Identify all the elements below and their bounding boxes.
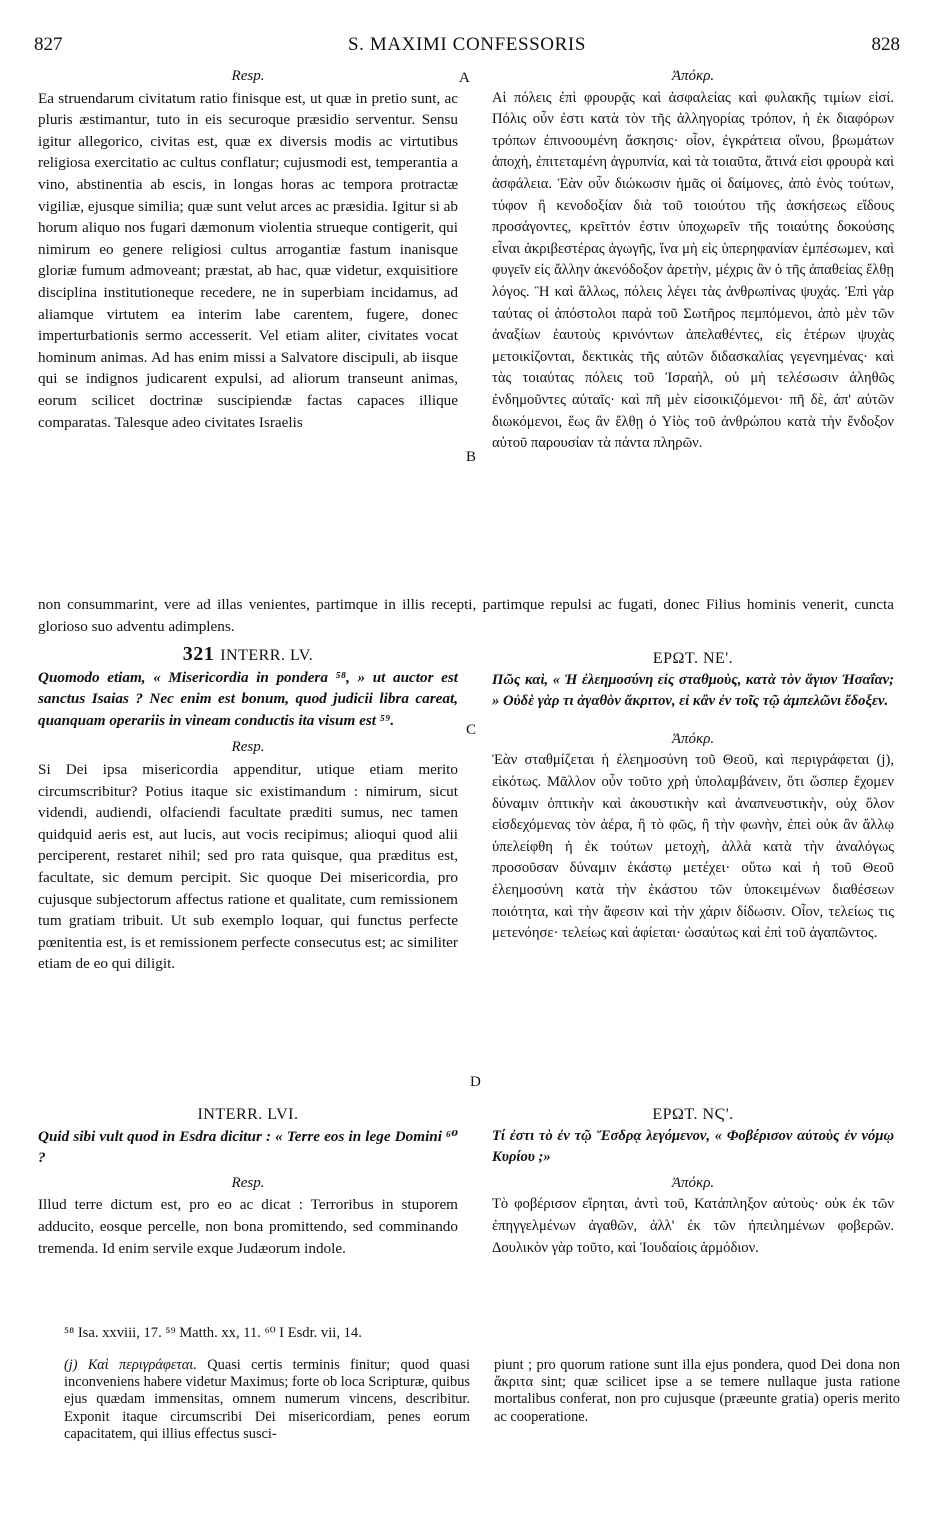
resp-label-greek-56: Ἀπόκρ. xyxy=(671,1174,715,1191)
interr-heading-55-label: INTERR. LV. xyxy=(220,647,314,664)
running-header xyxy=(34,34,900,60)
interr-heading-56: INTERR. LVI. xyxy=(197,1106,299,1123)
question-latin-55: Quomodo etiam, « Misericordia in pondera ⁵⁸, » ut auctor est sanctus Isaias ? Nec enim est bonum, quod judicii libra careat, quanquam operariis in vineam conductis ita visum est ⁵⁹. xyxy=(38,668,458,729)
greek-column-section2 xyxy=(492,648,894,945)
latin-text-section2: Si Dei ipsa misericordia appenditur, utique etiam merito circumscribitur? Potius itaque sic existimandum : nimirum, sicut videndi, audiendi, olfaciendi facultate præditi sumus, nec tamen quidquid aeris est, aut lucis, aut vocis recipimus; alioqui quod alii perciperent, restaret nihil; sed pro rata quisque, qua præditus est, facultate, sic demum percipit. Sic quoque Dei misericordia, pro cujusque subjectorum affectus ratione et qualitate, cum remissionem tum gratiam tribuit. Ut sub exemplo loquar, qui functus perfecte pœnitentia est, is et remissionem perfecte consecutus est; ac similiter etiam de eo qui diligit. xyxy=(38,760,458,973)
resp-label-latin-55: Resp. xyxy=(231,739,265,756)
margin-marker-a: A xyxy=(459,70,470,86)
running-title: S. MAXIMI CONFESSORIS xyxy=(347,34,586,55)
greek-text-section2: Ἐὰν σταθμίζεται ἡ ἐλεημοσύνη τοῦ Θεοῦ, καὶ περιγράφεται (j), εἰκότως. Μᾶλλον οὖν τοῦτο χρὴ ὑπολαμβάνειν, ὅτι ὥσπερ ἔχομεν δύναμιν ὀπτικὴν καὶ ἀκουστικὴν καὶ ἀναπνευστικὴν, οὐχ ὅλον εἰσδεχόμενας τὸν ἀέρα, ἢ τὸ φῶς, ἢ τὴν φωνὴν, ἐπεὶ οὐκ ἂν ἄλλῳ ὑπελείφθη ἡ ἐκ τούτων μετοχὴ, ἀλλὰ κατὰ τὴν ἀναλόγως προσοῦσαν δύναμιν ἑκάστῳ μετέχει· οὕτω καὶ ἡ τοῦ Θεοῦ ἐλεημοσύνη κατὰ τὴν ἑκάστου τῶν ὑποκειμένων διαθέσεων ποιότητα, καὶ τὴν ἄφεσιν καὶ τὴν χάριν δίδωσιν. Οἷον, τελείως τις μετενόησε· τελείως καὶ ἀφίεται· ὡσαύτως καὶ ἐπὶ τοῦ ἀγαπῶντος. xyxy=(492,752,894,942)
note-right-text: piunt ; pro quorum ratione sunt illa ejus pondera, quod Dei dona non ἄκριτα sint; quæ scilicet ipse a se temere nullaque justa ratione mortalibus conferat, non pro cujusque (præeunte gratia) operis merito ac cooperatione. xyxy=(494,1357,900,1425)
resp-label-greek: Ἀπόκρ. xyxy=(671,68,715,84)
greek-column-section1 xyxy=(492,66,894,455)
column-number: 321 xyxy=(182,643,215,665)
question-greek-56: Τί ἐστι τὸ ἐν τῷ Ἔσδρᾳ λεγόμενον, « Φοβέρισον αὐτοὺς ἐν νόμῳ Κυρίου ;» xyxy=(492,1127,894,1166)
resp-label-latin: Resp. xyxy=(231,68,265,84)
question-latin-56: Quid sibi vult quod in Esdra dicitur : « Terre eos in lege Domini ⁶⁰ ? xyxy=(38,1127,458,1167)
latin-text-section3: Illud terre dictum est, pro eo ac dicat : Terroribus in stuporem adducito, eosque percelle, non bona promittendo, sed comminando tremenda. Id enim servile exque Judæorum indole. xyxy=(38,1196,458,1257)
greek-column-section3 xyxy=(492,1104,894,1259)
greek-text-section3: Τὸ φοβέρισον εἴρηται, ἀντὶ τοῦ, Κατάπληξον αὐτοὺς· οὐκ ἐκ τῶν ἐπηγγελμένων ἀγαθῶν, ἀλλ' ἐκ τῶν ἠπειλημένων φοβερῶν. Δουλικὸν γὰρ τοῦτο, καὶ Ἰουδαίοις ἁρμόδιον. xyxy=(492,1196,894,1256)
resp-label-greek-55: Ἀπόκρ. xyxy=(671,730,715,747)
latin-column-section1 xyxy=(38,66,458,433)
note-left-text: Quasi certis terminis finitur; quod quasi inconveniens habere videtur Maximus; forte ob loca Scripturæ, quibus ejus quædam immensitas, omnem numerum vincens, describitur. Exponit itaque circumscribi Dei misericordiam, penes eorum capacitatem, qui illius effectus susci- xyxy=(64,1357,470,1442)
latin-text-section1: Ea struendarum civitatum ratio finisque est, ut quæ in pretio sunt, ac pluris æstimantur, tuto in eis securoque præsidio serventur. Sensu igitur allegorico, civitas est, quæ ex diversis modis ac virtutibus religiosa exercitatio ac cultus conflatur; cujusmodi est, temperantia a vino, abstinentia ab escis, in longas horas ac tempora protractæ vigiliæ, ejusque similia; quæ sunt velut arces ac præsidia. Igitur si ab horum aliquo nos fugari dæmonum violentia strueque contigerit, qui nimirum eo genere religiosi cultus arrogantiæ fastum inanisque gloriæ fumum admoveant; præstat, ab hac, quæ videtur, exquisitiore disciplina institutioneque recedere, ne in superbiam incidamus, ad aliamque virtutem ea interim labe carentem, fugere, donec imperturbationis sermo accesserit. Vel etiam aliter, civitates vocat hominum animas. Ad has enim missi a Salvatore discipuli, ab iisque qui se indignos judicarent expulsi, ad aliorum transeunt animas, eorum scilicet doctrinæ suscipiendæ factas capaces illique comparatas. Talesque adeo civitates Israelis xyxy=(38,89,458,431)
note-label: (j) Καὶ περιγράφεται. xyxy=(64,1357,197,1373)
latin-column-section2 xyxy=(38,644,458,975)
note-right-column xyxy=(494,1357,900,1426)
latin-column-section3 xyxy=(38,1104,458,1259)
latin-text-section1-tail: non consummarint, vere ad illas venientes, partimque in illis recepti, partimque repulsi ac fugati, donec Filius hominis venerit, cuncta glorioso suo adventu adimplens. xyxy=(38,596,894,635)
page-number-right: 828 xyxy=(871,34,900,55)
margin-marker-c: C xyxy=(466,722,477,738)
page-number-left: 827 xyxy=(34,34,63,55)
greek-text-section1: Αἱ πόλεις ἐπὶ φρουρᾷς καὶ ἀσφαλείας καὶ φυλακῆς τιμίων εἰσί. Πόλις οὖν ἐστι κατὰ τὸν τῆς ἀλληγορίας τρόπον, ἡ ἐκ διαφόρων τρόπων ἐπινοουμένη ἄσκησις· οἷον, ἐγκράτεια οἴνου, βρωμάτων ἀποχὴ, ἐπιτεταμένη ἀγρυπνία, καὶ τὰ τοιαῦτα, ἅτινά εἰσι φρουρὰ καὶ ἀσφάλεια. Ἐὰν οὖν διώκωσιν ἡμᾶς οἱ δαίμονες, ἀπὸ ἑνὸς τούτων, τύφον ἢ κενοδοξίαν διὰ τοῦ τοιούτου τῆς ἀσκήσεως εἴδους προσάγοντες, κρεῖττόν ἐστιν ὑποχωρεῖν τῆς τοιαύτης δοκούσης εἶναι ἀκριβεστέρας ἀγωγῆς, ἵνα μὴ εἰς ὑπερηφανίαν ἐμπέσωμεν, καὶ φυγεῖν εἰς ἄλλην ἀκενόδοξον ἀρετὴν, μέχρις ἂν ὁ τῆς ἀπαθείας ἔλθῃ λόγος. Ἢ καὶ ἄλλως, πόλεις λέγει τὰς ἀνθρωπίνας ψυχάς. Ἐπὶ γὰρ ταύτας οἱ ἀπόστολοι παρὰ τοῦ Σωτῆρος πεμπόμενοι, ἀπὸ μὲν τῶν ἀναξίων ἑαυτοὺς κρινόντων ἀπελαθέντες, εἰς ἑτέρων ψυχὰς μετοικίζονται, δεκτικὰς τῆς αὐτῶν διδασκαλίας γεγενημένας· καὶ τὰς τοιαύτας πόλεις τοῦ Ἰσραὴλ, οὐ μὴ τελέσωσιν ἀληθῶς ἐνδημοῦντες αὐταῖς· καὶ πῆ μὲν εἰσοικιζόμενοι· πῆ δὲ, ἀπ' αὐτῶν διωκόμενοι, ἕως ἂν ἔλθῃ ὁ Υἱὸς τοῦ ἀνθρώπου κατὰ τὴν ἔνδοξον αὐτοῦ παρουσίαν τὰ πάντα πληρῶν. xyxy=(492,89,894,452)
question-greek-55: Πῶς καὶ, « Ἡ ἐλεημοσύνη εἰς σταθμοὺς, κατὰ τὸν ἅγιον Ἡσαΐαν; » Οὐδὲ γὰρ τι ἀγαθὸν ἄκριτον, εἰ κἂν ἐν τοῖς τῷ ἀμπελῶνι ἔδοξεν. xyxy=(492,671,894,710)
footnote-references: ⁵⁸ Isa. xxviii, 17. ⁵⁹ Matth. xx, 11. ⁶⁰ I Esdr. vii, 14. xyxy=(64,1325,362,1341)
resp-label-latin-56: Resp. xyxy=(231,1174,265,1191)
erot-heading-56: ΕΡΩΤ. ΝϚ'. xyxy=(652,1106,734,1123)
note-left-column xyxy=(64,1357,470,1443)
margin-marker-d: D xyxy=(470,1074,481,1090)
erot-heading-55: ΕΡΩΤ. ΝΕ'. xyxy=(652,650,734,667)
interr-heading-55 xyxy=(38,644,458,667)
margin-marker-b: B xyxy=(466,449,477,465)
